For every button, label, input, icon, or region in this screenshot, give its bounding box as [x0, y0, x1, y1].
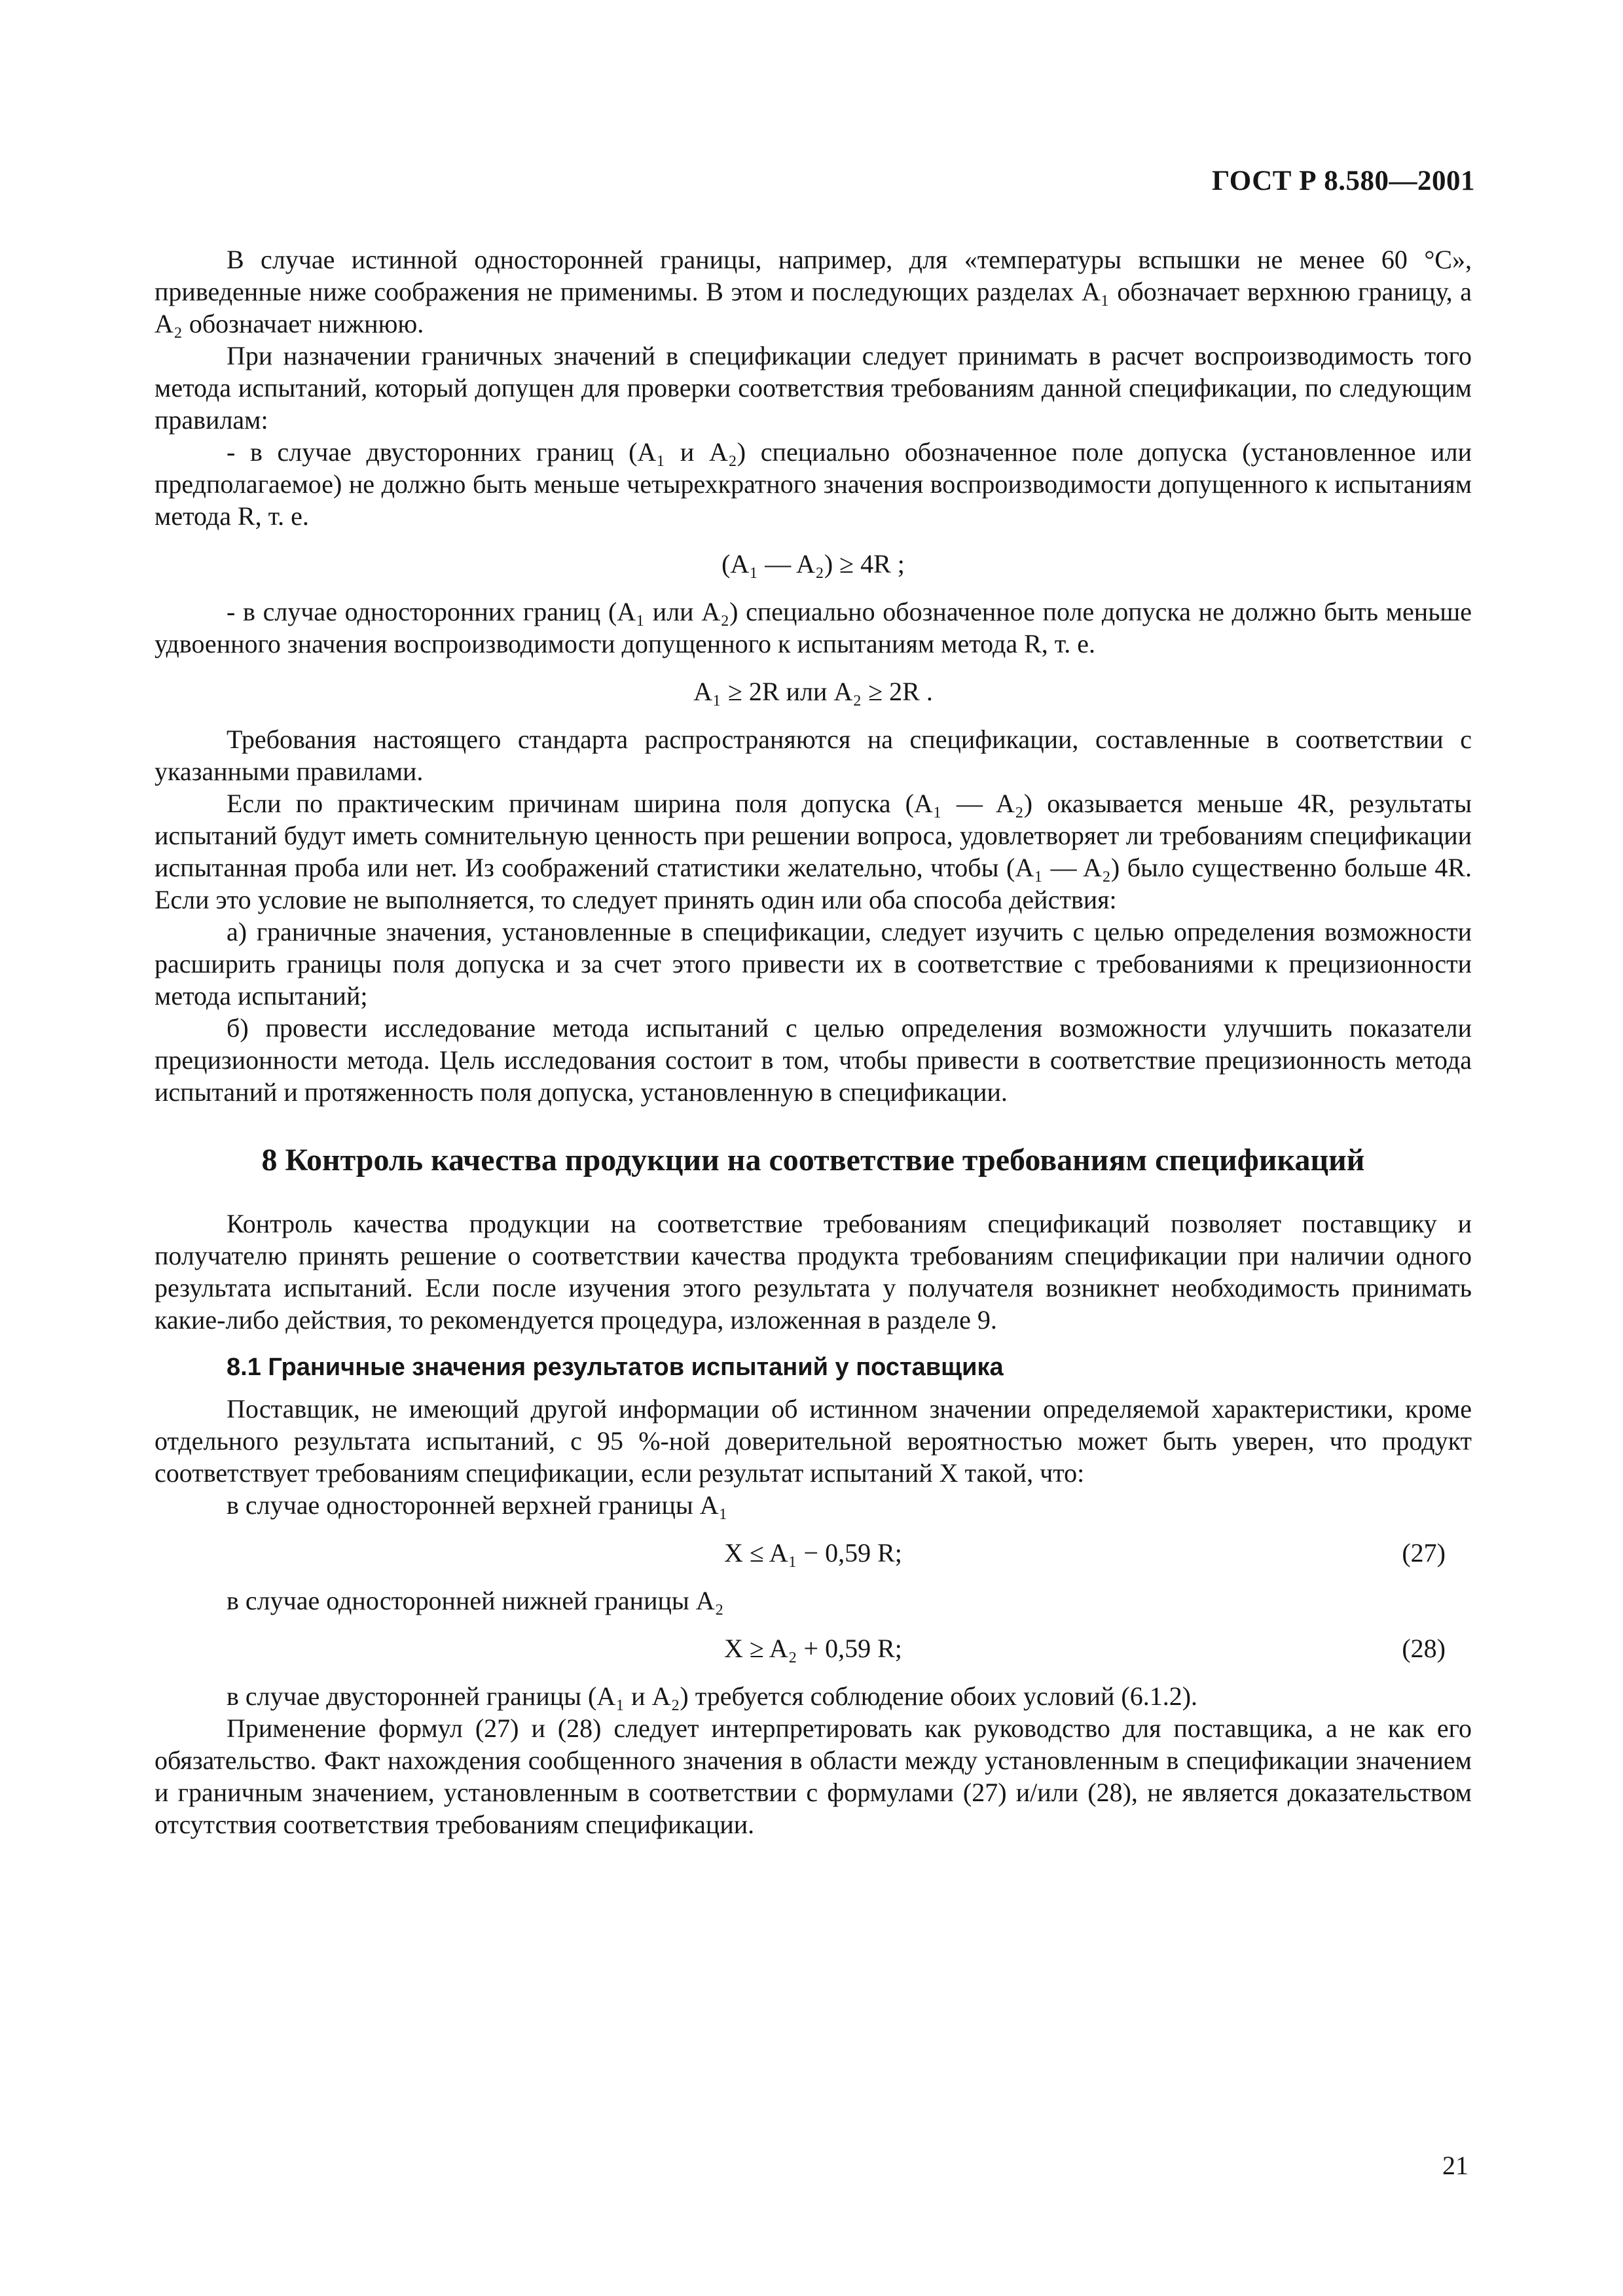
formula: A₁ ≥ 2R или A₂ ≥ 2R . [693, 677, 933, 706]
page-number: 21 [1442, 2151, 1468, 2180]
paragraph: Применение формул (27) и (28) следует интерпретировать как руководство для поставщика, а не как его обязательство. Факт нахождения сообщенного значения в области между установленным в спецификации значением и граничным значением, установленным в соответствии с формулами (27) и/или (28), не является доказательством отсутствия соответствия требованиям спецификации. [155, 1713, 1472, 1839]
paragraph: - в случае односторонних границ (A₁ или A₂) специально обозначенное поле допуска не должно быть меньше удвоенного значения воспроизводимости допущенного к испытаниям метода R, т. е. [155, 597, 1472, 658]
standard-code-header: ГОСТ Р 8.580—2001 [1211, 166, 1475, 196]
paragraph: Если по практическим причинам ширина поля допуска (A₁ — A₂) оказывается меньше 4R, результаты испытаний будут иметь сомнительную ценность при решении вопроса, удовлетворяет ли требованиям спецификации испытанная проба или нет. Из соображений статистики желательно, чтобы (A₁ — A₂) было существенно больше 4R. Если это условие не выполняется, то следует принять один или оба способа действия: [155, 789, 1472, 914]
paragraph: в случае двусторонней границы (A₁ и A₂) требуется соблюдение обоих условий (6.1.2). [227, 1681, 1198, 1711]
paragraph: в случае односторонней верхней границы A₁ [227, 1490, 728, 1520]
section-heading: 8 Контроль качества продукции на соответствие требованиям спецификаций [261, 1143, 1365, 1177]
paragraph: - в случае двусторонних границ (A₁ и A₂) специально обозначенное поле допуска (установленное или предполагаемое) не должно быть меньше четырехкратного значения воспроизводимости допущенного к испытаниям метода R, т. е. [155, 437, 1472, 531]
list-item: б) провести исследование метода испытаний с целью определения возможности улучшить показатели прецизионности метода. Цель исследования состоит в том, чтобы привести в соответствие прецизионность метода испытаний и протяженность поля допуска, установленную в спецификации. [155, 1013, 1472, 1107]
paragraph: Поставщик, не имеющий другой информации об истинном значении определяемой характеристики, кроме отдельного результата испытаний, с 95 %-ной доверительной вероятностью может быть уверен, что продукт соответствует требованиям спецификации, если результат испытаний X такой, что: [155, 1394, 1472, 1488]
formula-expression: X ≤ A₁ − 0,59 R; [724, 1538, 902, 1568]
paragraph: Требования настоящего стандарта распространяются на спецификации, составленные в соответствии с указанными правилами. [155, 725, 1472, 786]
paragraph: Контроль качества продукции на соответствие требованиям спецификаций позволяет поставщику и получателю принять решение о соответствии качества продукта требованиям спецификации при наличии одного результата испытаний. Если после изучения этого результата у получателя возникнет необходимость принимать какие-либо действия, то рекомендуется процедура, изложенная в разделе 9. [155, 1209, 1472, 1335]
subsection-heading: 8.1 Граничные значения результатов испытаний у поставщика [227, 1354, 1004, 1381]
paragraph: в случае односторонней нижней границы A₂ [227, 1586, 724, 1615]
formula-number: (27) [1402, 1538, 1446, 1568]
formula-expression: X ≥ A₂ + 0,59 R; [724, 1634, 902, 1663]
formula: (A₁ — A₂) ≥ 4R ; [721, 549, 905, 579]
formula-number: (28) [1402, 1634, 1446, 1663]
paragraph: В случае истинной односторонней границы, например, для «температуры вспышки не менее 60 °С», приведенные ниже соображения не применимы. В этом и последующих разделах A₁ обозначает верхнюю границу, а A₂ обозначает нижнюю. [155, 245, 1472, 338]
paragraph: При назначении граничных значений в спецификации следует принимать в расчет воспроизводимость того метода испытаний, который допущен для проверки соответствия требованиям данной спецификации, по следующим правилам: [155, 341, 1472, 435]
list-item: а) граничные значения, установленные в спецификации, следует изучить с целью определения возможности расширить границы поля допуска и за счет этого привести их в соответствие с требованиями к прецизионности метода испытаний; [155, 917, 1472, 1011]
page-content [155, 243, 1472, 1840]
numbered-formula [155, 1537, 1472, 1569]
numbered-formula [155, 1632, 1472, 1664]
